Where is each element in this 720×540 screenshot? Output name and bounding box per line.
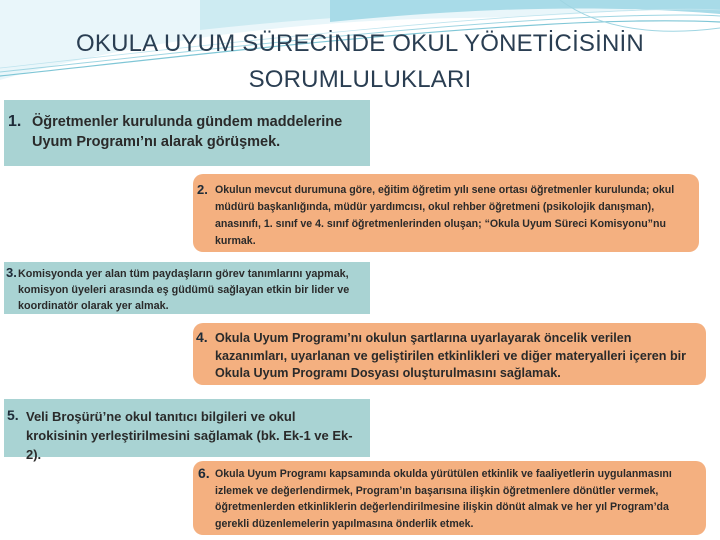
item-text: Öğretmenler kurulunda gündem maddelerine Uyum Programı’nı alarak görüşmek.: [32, 114, 343, 150]
item-text: Okula Uyum Programı kapsamında okulda yürütülen etkinlik ve faaliyetlerin uygulanmasını izlemek ve değerlendirmek, Program’ın başarısına ilişkin öğretmenlere dönütler vermek, öğretmenlerden etkinliklerin değerlendirilmesine ilişkin dönüt almak ve her yıl Program’da gerekli düzenlemelerin yapılmasına önderlik etmek.: [215, 468, 672, 530]
responsibility-card-3: [4, 262, 370, 314]
responsibility-card-6: [193, 461, 706, 535]
item-number: 4.: [196, 329, 208, 345]
item-number: 5.: [7, 407, 19, 423]
page-title: [0, 26, 720, 98]
page-title-line-2: SORUMLULUKLARI: [248, 66, 472, 93]
responsibility-card-4: [193, 323, 706, 385]
responsibility-card-5: [4, 399, 370, 462]
responsibility-card-1: [4, 100, 370, 166]
item-text: Okula Uyum Programı’nı okulun şartlarına uyarlayarak öncelik verilen kazanımları, uyarlanan ve geliştirilen etkinlikleri ve diğer materyalleri içeren bir Okula Uyum Programı Dosyası oluşturulmasını sağlamak.: [215, 331, 687, 380]
item-number: 1.: [8, 113, 22, 130]
item-number: 3.: [6, 265, 17, 280]
item-text: Okulun mevcut durumuna göre, eğitim öğretim yılı sene ortası öğretmenler kurulunda; okul müdürü başkanlığında, müdür yardımcısı, okul rehber öğretmeni (psikolojik danışman), anasınıfı, 1. sınıf ve 4. sınıf öğretmenlerinden oluşan; “Okula Uyum Süreci Komisyonu”nu kurmak.: [215, 184, 675, 247]
item-number: 6.: [198, 465, 210, 481]
item-number: 2.: [197, 182, 208, 197]
item-text: Komisyonda yer alan tüm paydaşların görev tanımlarını yapmak, komisyon üyeleri arasında eş güdümü sağlayan etkin bir lider ve koordinatör olarak yer almak.: [18, 268, 350, 312]
responsibility-card-2: [193, 174, 699, 252]
page-title-line-1: OKULA UYUM SÜRECİNDE OKUL YÖNETİCİSİNİN: [76, 30, 644, 57]
item-text: Veli Broşürü’ne okul tanıtıcı bilgileri ve okul krokisinin yerleştirilmesini sağlamak (bk. Ek-1 ve Ek-2).: [26, 409, 353, 462]
